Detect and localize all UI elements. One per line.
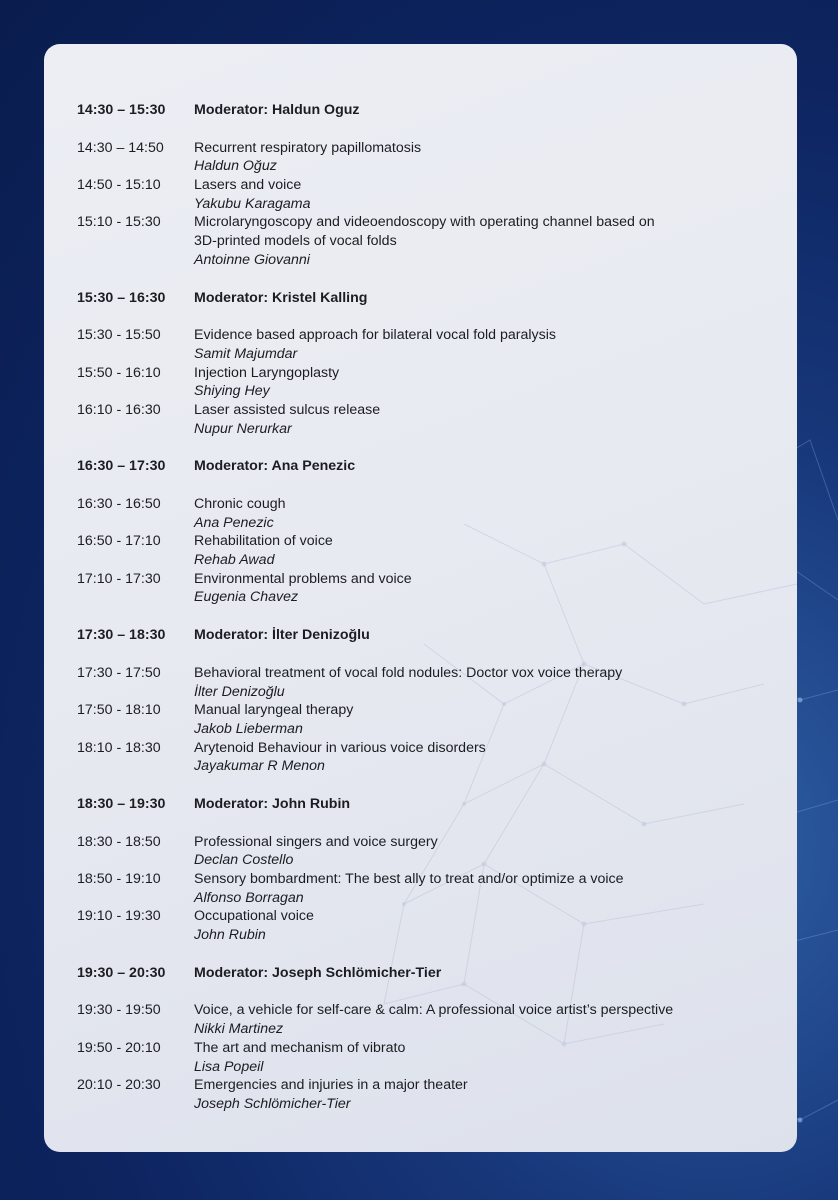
talk-item <box>77 907 777 944</box>
talk-speaker: Ana Penezic <box>194 514 274 531</box>
session-block <box>77 457 777 607</box>
talk-title: Sensory bombardment: The best ally to treat and/or optimize a voice <box>194 871 624 887</box>
talk-item <box>77 870 777 907</box>
talk-title: Microlaryngoscopy and videoendoscopy with operating channel based on <box>194 214 655 231</box>
talk-title: Voice, a vehicle for self-care & calm: A professional voice artist’s perspective <box>194 1002 674 1019</box>
talk-title-continued: 3D-printed models of vocal folds <box>194 233 397 250</box>
session-moderator: Moderator: Ana Penezic <box>194 458 356 475</box>
session-time: 15:30 – 16:30 <box>77 289 166 306</box>
talk-item <box>77 833 777 870</box>
talk-item <box>77 139 777 176</box>
session-time: 18:30 – 19:30 <box>77 795 166 812</box>
session-header <box>77 289 777 308</box>
talk-time: 19:30 - 19:50 <box>77 1002 161 1019</box>
talk-time: 17:30 - 17:50 <box>77 664 161 681</box>
talk-title: The art and mechanism of vibrato <box>194 1039 406 1056</box>
talk-speaker: Nikki Martinez <box>194 1021 284 1038</box>
session-moderator: Moderator: John Rubin <box>194 795 351 812</box>
talk-item <box>77 401 777 438</box>
talk-title: Laser assisted sulcus release <box>194 401 381 418</box>
session-time: 14:30 – 15:30 <box>77 102 166 118</box>
talk-speaker: Jayakumar R Menon <box>194 758 325 775</box>
talk-item <box>77 326 777 363</box>
talk-time: 18:10 - 18:30 <box>77 739 161 756</box>
talk-item <box>77 664 777 701</box>
talk-item <box>77 532 777 569</box>
talk-time: 19:10 - 19:30 <box>77 908 161 925</box>
talk-speaker: Yakubu Karagama <box>194 195 311 212</box>
talk-time: 15:10 - 15:30 <box>77 214 161 231</box>
talk-item <box>77 1039 777 1076</box>
talk-speaker: Antoinne Giovanni <box>194 251 310 268</box>
talk-speaker: İlter Denizoğlu <box>194 683 285 700</box>
talk-speaker: Eugenia Chavez <box>194 589 299 606</box>
talk-title: Recurrent respiratory papillomatosis <box>194 139 422 156</box>
talk-time: 14:50 - 15:10 <box>77 177 161 194</box>
talk-time: 16:50 - 17:10 <box>77 533 161 550</box>
talk-title: Manual laryngeal therapy <box>194 702 354 719</box>
talk-title: Arytenoid Behaviour in various voice disorders <box>194 739 486 756</box>
talk-speaker: Jakob Lieberman <box>194 720 303 737</box>
session-block <box>77 964 777 1114</box>
talk-time: 18:50 - 19:10 <box>77 871 161 887</box>
session-moderator: Moderator: Joseph Schlömicher-Tier <box>194 964 442 981</box>
talk-title: Rehabilitation of voice <box>194 533 333 550</box>
session-header <box>77 964 777 983</box>
session-moderator: Moderator: İlter Denizoğlu <box>194 627 370 644</box>
talk-speaker: Lisa Popeil <box>194 1058 264 1075</box>
talk-item <box>77 570 777 607</box>
program-schedule <box>77 101 777 1133</box>
talk-time: 16:30 - 16:50 <box>77 496 161 512</box>
session-moderator: Moderator: Kristel Kalling <box>194 289 368 306</box>
session-header <box>77 795 777 814</box>
talk-speaker: Declan Costello <box>194 852 294 869</box>
talk-speaker: Joseph Schlömicher-Tier <box>194 1095 351 1112</box>
talk-item <box>77 1001 777 1038</box>
session-time: 16:30 – 17:30 <box>77 458 166 475</box>
talk-item <box>77 364 777 401</box>
talk-title: Evidence based approach for bilateral vocal fold paralysis <box>194 327 556 344</box>
session-header <box>77 457 777 476</box>
talk-title: Environmental problems and voice <box>194 570 412 587</box>
talk-item <box>77 1076 777 1113</box>
talk-title: Occupational voice <box>194 908 314 925</box>
talk-time: 15:50 - 16:10 <box>77 364 161 381</box>
session-block <box>77 101 777 270</box>
session-header <box>77 626 777 645</box>
talk-speaker: Haldun Oğuz <box>194 158 277 175</box>
session-block <box>77 289 777 439</box>
talk-item <box>77 739 777 776</box>
talk-time: 15:30 - 15:50 <box>77 327 161 344</box>
talk-item <box>77 176 777 213</box>
talk-speaker: Rehab Awad <box>194 552 275 569</box>
session-block <box>77 795 777 945</box>
talk-time: 18:30 - 18:50 <box>77 833 161 850</box>
talk-time: 17:10 - 17:30 <box>77 570 161 587</box>
talk-time: 17:50 - 18:10 <box>77 702 161 719</box>
talk-title: Lasers and voice <box>194 177 302 194</box>
talk-time: 19:50 - 20:10 <box>77 1039 161 1056</box>
talk-speaker: Nupur Nerurkar <box>194 420 292 437</box>
session-header <box>77 101 777 120</box>
talk-speaker: John Rubin <box>194 927 266 944</box>
talk-title: Professional singers and voice surgery <box>194 833 438 850</box>
session-time: 19:30 – 20:30 <box>77 964 166 981</box>
talk-item <box>77 213 777 269</box>
talk-time: 14:30 – 14:50 <box>77 139 164 156</box>
session-moderator: Moderator: Haldun Oguz <box>194 102 360 118</box>
session-block <box>77 626 777 776</box>
talk-speaker: Samit Majumdar <box>194 345 298 362</box>
talk-item <box>77 495 777 532</box>
talk-title: Behavioral treatment of vocal fold nodules: Doctor vox voice therapy <box>194 664 623 681</box>
talk-item <box>77 701 777 738</box>
session-time: 17:30 – 18:30 <box>77 627 166 644</box>
talk-title: Chronic cough <box>194 496 286 512</box>
talk-title: Injection Laryngoplasty <box>194 364 340 381</box>
talk-time: 16:10 - 16:30 <box>77 401 161 418</box>
talk-title: Emergencies and injuries in a major theater <box>194 1077 468 1094</box>
talk-speaker: Alfonso Borragan <box>194 889 304 906</box>
program-card <box>44 44 797 1152</box>
talk-speaker: Shiying Hey <box>194 383 270 400</box>
talk-time: 20:10 - 20:30 <box>77 1077 161 1094</box>
